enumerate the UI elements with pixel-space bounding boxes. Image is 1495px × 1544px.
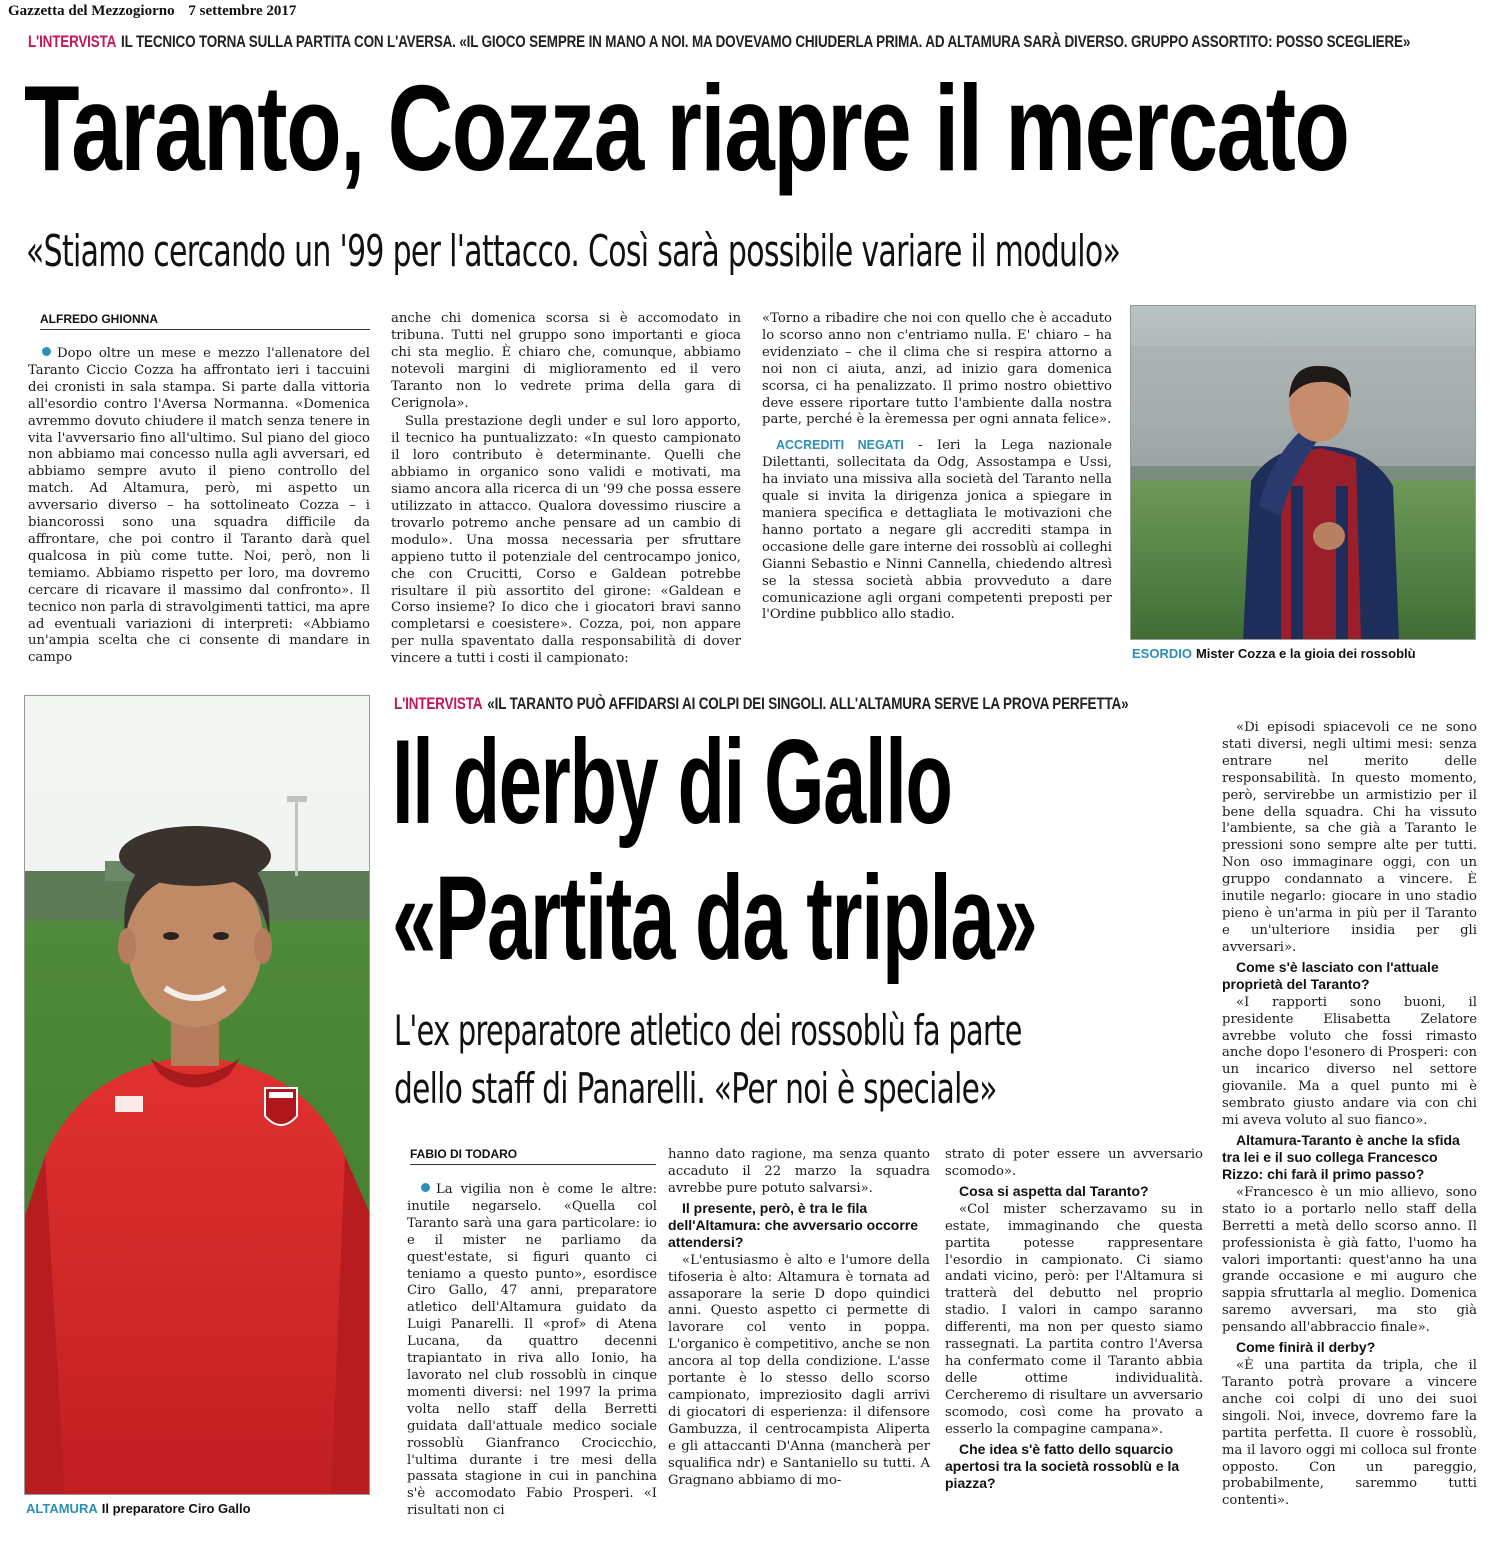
colA-text: La vigilia non è come le altre: inutile negarselo. «Quella col Taranto sarà una gara particolare: io e il mister ne parliamo da quest'estate, si figuri quanto ci teniamo a questo punto», esordisce Ciro Gallo, 47 anni, preparatore atletico dell'Altamura guidato da Luigi Panarelli. Il «prof» di Atena Lucana, da quattro decenni trapiantato in riva allo Ionio, ha lavorato nel club rossoblù in cinque momenti diversi: nel 1997 la prima volta nello staff della Berretti guidata dall'attuale medico sociale rossoblù Gianfranco Crocicchio, l'ultima durante i tre mesi della passata stagione in cui in panchina s'è accomodato Fabio Prosperi. «I risultati non ci xyxy=(407,1182,657,1519)
article1-byline: ALFREDO GHIONNA xyxy=(40,312,370,330)
esordio-tag: ESORDIO xyxy=(1132,646,1192,661)
kicker-tag: L'INTERVISTA xyxy=(28,33,117,51)
col3b-text: - Ieri la Lega nazionale Dilettanti, sollecitata da Odg, Assostampa e Ussi, ha inviato una missiva alla società del Taranto nella quale si invita la dirigenza jonica a spiegare in maniera specifica e dettagliata le motivazioni che hanno portato a negare gli accrediti stampa in occasione delle gare interne dei rossoblù ai colleghi Gianni Sebastio e Ninni Cannella, chiedendo altresì se la stessa società abbia provveduto a dare comunicazione agli organi competenti preposti per l'Ordine pubblico allo stadio. xyxy=(762,438,1112,623)
article2-headline1: Il derby di Gallo xyxy=(392,715,952,849)
article1-kicker xyxy=(28,33,1410,52)
colD3-text: «Francesco è un mio allievo, sono stato io a portarlo nello staff della Berretti a metà dello scorso anno. Il professionista è già fatto, l'uomo ha valori importanti: quest'anno ha una grande occasione e mi auguro che sappia sfruttarla al meglio. Domenica saremo avversari, ma sto già pensando all'abbraccio finale». xyxy=(1222,1184,1477,1336)
colB-question1: Il presente, però, è tra le fila dell'Altamura: che avversario occorre attendersi? xyxy=(668,1199,918,1250)
colD4-text: «È una partita da tripla, che il Taranto potrà provare a vincere anche coi colpi di uno dei suoi singoli. Noi, invece, dovremo fare la partita perfetta. Il cuore è rossoblù, ma il lavoro oggi mi colloca sul fronte opposto. Con un pareggio, probabilmente, saremmo tutti contenti». xyxy=(1222,1358,1477,1509)
article1-col2 xyxy=(391,311,741,670)
colC1-text: strato di poter essere un avversario scomodo». xyxy=(945,1147,1203,1179)
cozza-photo xyxy=(1130,305,1476,640)
colC-question2: Che idea s'è fatto dello squarcio apertosi tra la società rossoblù e la piazza? xyxy=(945,1440,1180,1491)
article1-subhead: «Stiamo cercando un '99 per l'attacco. Così sarà possibile variare il modulo» xyxy=(26,226,1121,277)
article2-colD xyxy=(1222,720,1477,1512)
article2-subhead1: L'ex preparatore atletico dei rossoblù fa parte xyxy=(394,1006,1022,1055)
colC-question1: Cosa si aspetta dal Taranto? xyxy=(959,1182,1149,1199)
colD2-text: «I rapporti sono buoni, il presidente Elisabetta Zelatore avrebbe voluto che fossi rimasto anche dopo l'esonero di Prosperi: con un incarico diverso nel settore giovanile. Ma a quel punto mi è sembrato giusto andare via con chi mi aveva voluto al suo fianco». xyxy=(1222,994,1477,1129)
masthead xyxy=(8,3,306,20)
kicker2-text: «IL TARANTO PUÒ AFFIDARSI AI COLPI DEI SINGOLI. ALL'ALTAMURA SERVE LA PROVA PERFETTA» xyxy=(487,695,1129,713)
bullet2-icon xyxy=(421,1183,430,1192)
gallo-caption-text: Il preparatore Ciro Gallo xyxy=(101,1501,251,1516)
gallo-caption xyxy=(26,1501,251,1516)
issue-date: 7 settembre 2017 xyxy=(188,3,297,19)
article2-colA xyxy=(407,1182,657,1522)
article2-kicker xyxy=(394,695,1128,714)
colB2-text: «L'entusiasmo è alto e l'umore della tifoseria è alto: Altamura è tornata ad assaporare la serie D dopo quindici anni. Questo aspetto ci permette di lavorare col vento in poppa. L'organico è competitivo, anche se non ancora al top della condizione. L'asse portante è lo stesso dello scorso campionato, impreziosito dagli arrivi di giocatori di esperienza: il difensore Gambuzza, il centrocampista Aliperta e gli attaccanti D'Anna (mancherà per squalifica ndr) e Santaniello su tutti. A Gragnano abbiamo di mo- xyxy=(668,1252,930,1488)
colB1-text: hanno dato ragione, ma senza quanto accaduto il 22 marzo la squadra avrebbe pure potuto salvarsi». xyxy=(668,1147,930,1196)
colD-question3: Come finirà il derby? xyxy=(1236,1339,1376,1356)
article2-headline2: «Partita da tripla» xyxy=(392,851,1037,985)
cozza-caption xyxy=(1132,646,1416,661)
cozza-caption-text: Mister Cozza e la gioia dei rossoblù xyxy=(1195,646,1416,661)
gallo-photo-illustration xyxy=(25,696,370,1495)
article2-colB xyxy=(668,1147,930,1491)
col2a-text: anche chi domenica scorsa si è accomodato in tribuna. Tutti nel gruppo sono importanti e gioca chi sta meglio. È chiaro che, comunque, abbiamo notevoli margini di miglioramento ed il vero Taranto non lo vedrete prima della gara di Cerignola». xyxy=(391,311,741,411)
kicker2-tag: L'INTERVISTA xyxy=(394,695,483,713)
article1-col3 xyxy=(762,311,1112,626)
col3a-text: «Torno a ribadire che noi con quello che è accaduto lo scorso anno non c'entriamo nulla. E' chiaro – ha evidenziato – che il clima che si respira attorno a noi non ci aiuta, anzi, ad inizio gara domenica scorsa, ci ha penalizzato. Il primo nostro obiettivo deve essere riportare tutto l'ambiente dalla nostra parte, perché è la èremessa per ogni annata felice». xyxy=(762,311,1112,428)
article2-byline: FABIO DI TODARO xyxy=(410,1147,656,1165)
bullet-icon xyxy=(42,347,51,356)
altamura-tag: ALTAMURA xyxy=(26,1501,98,1516)
accrediti-tag: ACCREDITI NEGATI xyxy=(776,438,904,453)
cozza-photo-illustration xyxy=(1131,306,1476,640)
article1-headline: Taranto, Cozza riapre il mercato xyxy=(24,60,1349,196)
gallo-photo xyxy=(24,695,370,1495)
col1-text: Dopo oltre un mese e mezzo l'allenatore del Taranto Ciccio Cozza ha affrontato ieri i taccuini dei cronisti in sala stampa. Si parte dalla vittoria all'esordio contro l'Aversa Normanna. «Domenica avremmo dovuto chiudere il match senza tenere in vita l'avversario fino all'ultimo. Sul piano del gioco non abbiamo mai concesso nulla agli avversari, ed abbiamo sempre avuto il pieno controllo del match. Ad Altamura, però, mi aspetto un avversario diverso – ha sottolineato Cozza – i biancorossi sono una squadra difficile da affrontare, che poi contro il Taranto darà quel qualcosa in più come tutte. Noi, però, non li temiamo. Abbiamo rispetto per loro, ma dovremo cercare di ricavare il massimo dal confronto». Il tecnico non parla di stravolgimenti tattici, ma apre ad eventuali variazioni di interpreti: «Abbiamo un'ampia scelta che ci consente di mandare in campo xyxy=(28,346,370,666)
colC2-text: «Col mister scherzavamo su in estate, immaginando che questa partita potesse rappresentare l'esordio in campionato. Ci siamo andati vicino, però: per l'Altamura si tratterà del debutto nel proprio stadio. I valori in campo saranno differenti, ma non per questo siamo rassegnati. La partita contro l'Aversa ha confermato come il Taranto abbia delle ottime individualità. Cercheremo di risultare un avversario scomodo, così come ha provato a esserlo la compagine campana». xyxy=(945,1201,1203,1437)
col2b-text: Sulla prestazione degli under e sul loro apporto, il tecnico ha puntualizzato: «In questo campionato il loro contributo è determinante. Quelli che abbiamo in organico sono validi e motivati, ma siamo ancora alla ricerca di un '99 che possa essere utilizzato in attacco. Qualora dovessimo riuscire a trovarlo potremo anche pensare ad un cambio di modulo». Una mossa necessaria per sfruttare appieno tutto il potenziale del centrocampo jonico, che con Crucitti, Corso e Galdean potrebbe risultare il più assortito del girone: «Galdean e Corso insieme? Io dico che i giocatori bravi sanno completarsi e coesistere». Cozza, poi, non appare per nulla spaventato dalla responsabilità di dover vincere a tutti i costi il campionato: xyxy=(391,414,741,667)
kicker-text: IL TECNICO TORNA SULLA PARTITA CON L'AVERSA. «IL GIOCO SEMPRE IN MANO A NOI. MA DOVEVAMO CHIUDERLA PRIMA. AD ALTAMURA SARÀ DIVERSO. GRUPPO ASSORTITO: POSSO SCEGLIERE» xyxy=(121,33,1411,51)
paper-name: Gazzetta del Mezzogiorno xyxy=(8,3,175,19)
colD1-text: «Di episodi spiacevoli ce ne sono stati diversi, negli ultimi mesi: senza entrare nel merito delle responsabilità. In questo momento, però, servirebbe un armistizio per il bene della squadra. Chi ha vissuto l'ambiente, sa che già a Taranto le pressioni sono sempre alte per tutti. Non oso immaginare oggi, con un gruppo condannato a vincere. È inutile negarlo: giocare in uno stadio pieno è un'arma in più per il Taranto e un'ulteriore insidia per gli avversari». xyxy=(1222,720,1477,955)
article2-subhead2: dello staff di Panarelli. «Per noi è speciale» xyxy=(394,1064,997,1113)
article1-col1 xyxy=(28,346,370,669)
colD-question2: Altamura-Taranto è anche la sfida tra lei e il suo collega Francesco Rizzo: chi farà il primo passo? xyxy=(1222,1131,1460,1182)
article2-colC xyxy=(945,1147,1203,1494)
colD-question1: Come s'è lasciato con l'attuale proprietà del Taranto? xyxy=(1222,958,1439,992)
